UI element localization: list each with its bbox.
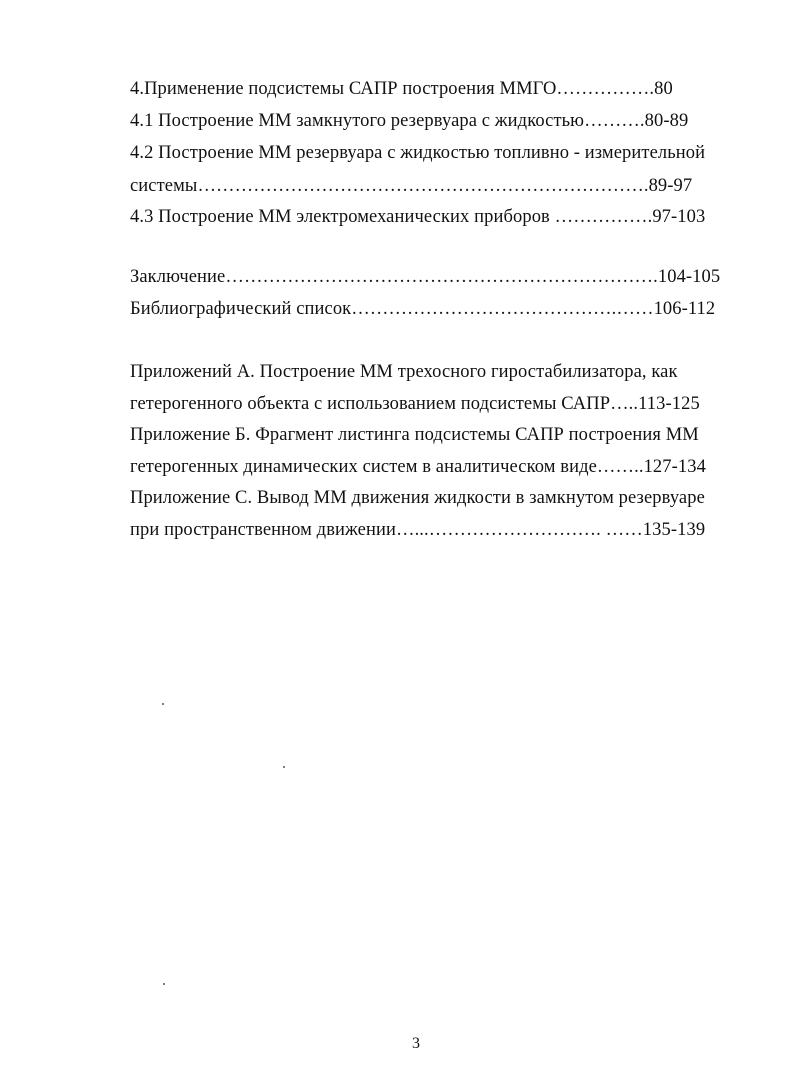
toc-appendix-b-line-2: гетерогенных динамических систем в аналитическом виде……..127-134	[130, 457, 706, 477]
toc-appendix-c-line-1: Приложение С. Вывод ММ движения жидкости в замкнутом резервуаре	[130, 488, 705, 508]
scan-speck	[162, 703, 164, 705]
toc-appendix-a-line-2: гетерогенного объекта с использованием подсистемы САПР…..113-125	[130, 394, 700, 414]
toc-appendix-b-line-1: Приложение Б. Фрагмент листинга подсистемы САПР построения ММ	[130, 425, 699, 445]
scan-speck	[163, 983, 165, 985]
toc-section-4-2-line-2: системы……………………………………………………………….89-97	[130, 176, 693, 196]
scan-speck	[283, 766, 285, 768]
toc-bibliography: Библиографический список…………………………………….……106-112	[130, 299, 716, 319]
toc-section-4-2-line-1: 4.2 Построение ММ резервуара с жидкостью топливно - измерительной	[130, 143, 706, 163]
toc-section-4-3: 4.3 Построение ММ электромеханических приборов …………….97-103	[130, 207, 706, 227]
toc-conclusion: Заключение…………………………………………………………….104-105	[130, 267, 721, 287]
page-number: 3	[412, 1035, 420, 1052]
toc-section-4-1: 4.1 Построение ММ замкнутого резервуара с жидкостью……….80-89	[130, 111, 689, 131]
toc-appendix-c-line-2: при пространственном движении…...………………………. ……135-139	[130, 520, 706, 540]
toc-chapter-4: 4.Применение подсистемы САПР построения ММГО…………….80	[130, 79, 673, 99]
toc-appendix-a-line-1: Приложений А. Построение ММ трехосного гиростабилизатора, как	[130, 362, 678, 382]
